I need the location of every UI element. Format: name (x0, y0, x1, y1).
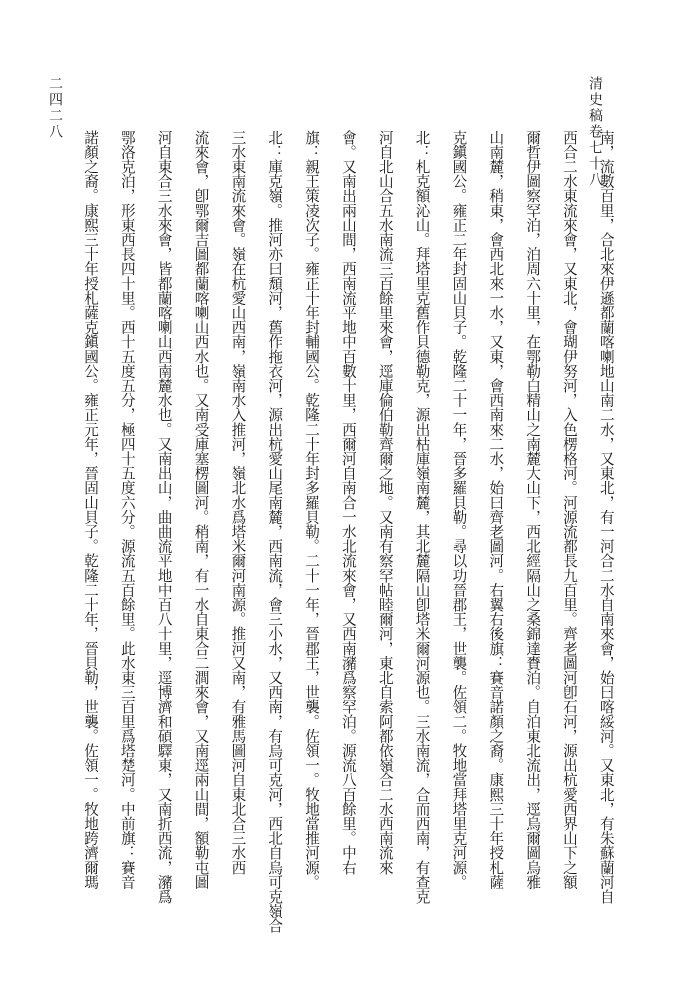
text-column: 克鎭國公。雍正二年封固山貝子。乾隆二十一年，晉多羅貝勒。尋以功晉郡王，世襲。佐領二。牧地當拜塔里克河源。 (450, 130, 468, 890)
text-column: 爾哲伊圖察罕泊，泊周六十里，在鄂勒白精山之南麓大山下，西北經隔山之桑錦達賚泊。自泊東北流出，逕烏爾圖烏雅 (524, 130, 542, 890)
text-column: 會。又南出兩山間，西南流平地中百數十里，西爾河自南合一水北流來會，又西南瀦爲察罕泊。源流八百餘里。中右 (339, 130, 357, 875)
text-column: 諾顏之裔。康熙三十年授札薩克鎭國公。雍正元年，晉固山貝子。乾隆二十年，晉貝勒，世襲。佐領一。牧地跨濟爾瑪 (82, 130, 99, 890)
text-column: 三水東南流來會。嶺在杭愛山西南，嶺南水入推河，嶺北水爲塔米爾河南源。推河又南，有雅馬圖河自東北合三水西 (229, 130, 247, 875)
text-column: 鄂洛克泊，形東西長四十里。西十五度五分，極四十五度六分。源流五百餘里。此水東三百里爲塔楚河。中前旗：賽音 (118, 130, 136, 890)
text-column: 西合二水東流來會，又東北，會瑚伊努河，入色楞格河。河源流都長九百里。齊老圖河卽石河，源出杭愛西界山下之額 (560, 130, 578, 890)
text-column: 河自東合三水來會，皆都蘭喀喇山西南麓水也。又南出山，曲曲流平地中百八十里，逕博濟和碩驛東，又南折西流，瀦爲 (155, 130, 173, 904)
text-column: 南，流數百里，合北來伊遜都蘭喀喇地山南二水，又東北，有一河合二水自南來會，始曰喀綏河。又東北，有朱蘇蘭河自 (597, 130, 615, 904)
text-column: 河自北山合五水南流三百餘里來會，逕庫倫伯勒齊爾之地。又南有察罕帖睦爾河，東北自索阿都依嶺合二水西南流來 (376, 130, 394, 875)
text-column: 流來會，卽鄂爾吉圖都蘭喀喇山西水也。又南受庫塞楞圖河。稍南，有一水自東合二澗來會，又南逕兩山間，額勒屯圖 (192, 130, 210, 890)
text-column: 北：札克額沁山。拜塔里克舊作貝德勒克，源出枯庫嶺南麓，其北麓隔山卽塔米爾河源也。三水南流，合而西南，有查克 (413, 130, 431, 904)
text-column: 旗：親王策凌次子。雍正十年封輔國公。乾隆二十年封多羅貝勒。二十一年，晉郡王，世襲。佐領一。牧地當推河源。 (303, 130, 321, 890)
running-title: 清史稿卷七十八 (587, 76, 603, 188)
text-body (80, 130, 616, 970)
page-number: 二四二八 (47, 76, 63, 140)
text-column: 山南麓，稍東，會西北來一水，又東，會西南來二水，始曰齊老圖河。右翼右後旗：賽音諾顏之裔。康熙三十年授札薩 (487, 130, 505, 890)
text-column: 北：庫克嶺。推河亦曰頹河，舊作拖衣河，源出杭愛山尾南麓，西南流，會三小水，又西南，有烏可克河，西北自烏可克嶺合 (266, 130, 284, 933)
